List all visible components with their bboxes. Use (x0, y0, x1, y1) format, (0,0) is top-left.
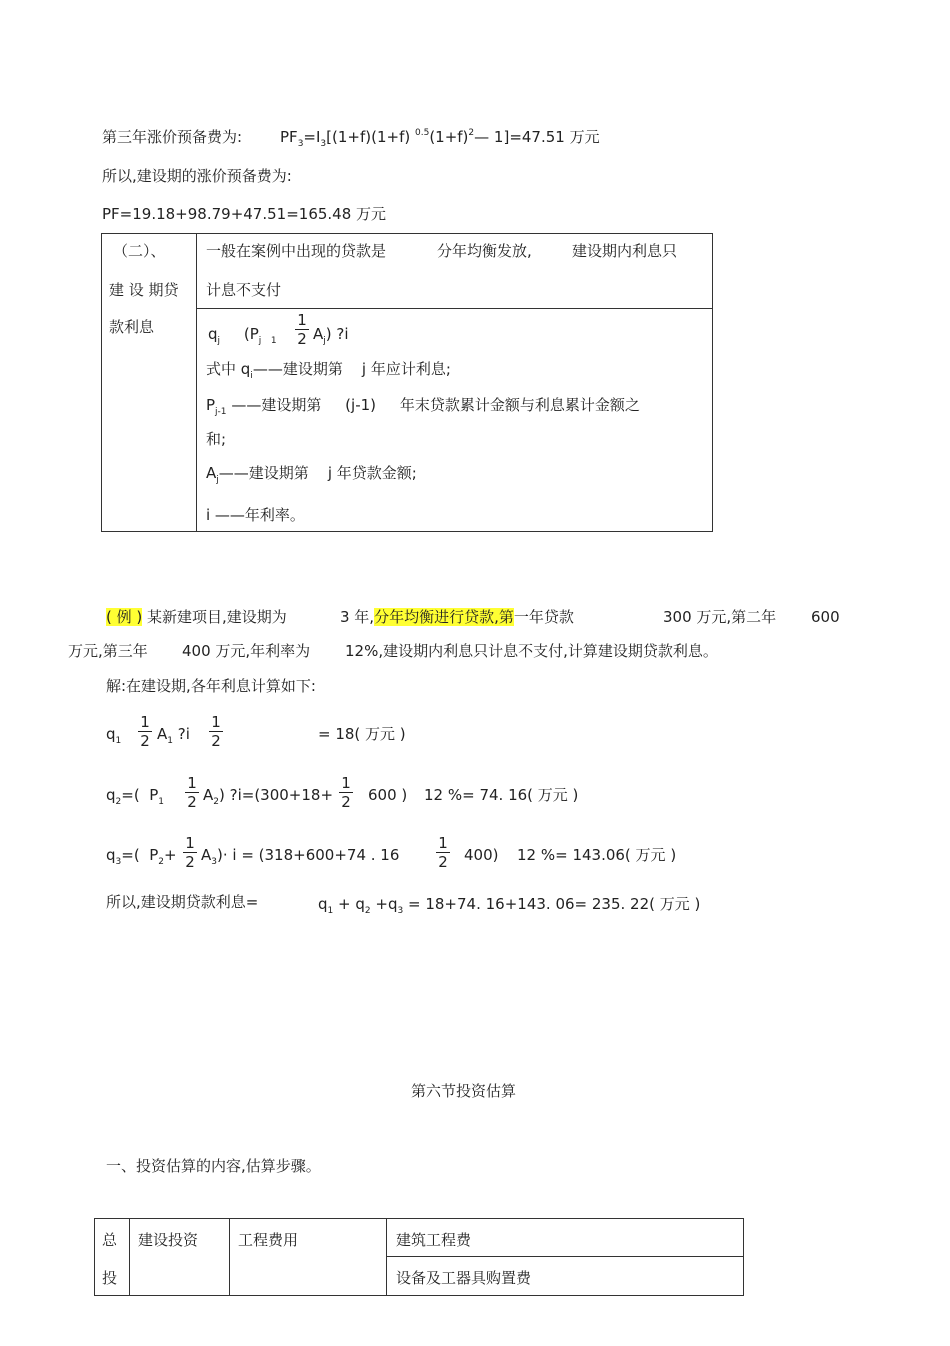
table-desc-1b: 分年均衡发放, (437, 242, 532, 260)
def-aj: $A_j——$建设期第 j 年贷款金额; (206, 464, 417, 485)
t2-cell-build-invest: 建设投资 (138, 1231, 199, 1249)
example-highlight: 分年均衡进行贷款,第 (374, 608, 514, 626)
formula-half-fraction: 1 2 (295, 312, 309, 347)
table-divider-v (196, 233, 197, 531)
example-line-1: ( 例 ) 某新建项目,建设期为 (106, 608, 287, 626)
q2-half-fraction-2: 1 2 (339, 775, 353, 810)
q1-result: = 18( 万元 ) (318, 725, 406, 743)
q3-symbol: $q_3=$( $P_2+$ (106, 846, 177, 867)
t2-cell-total-2: 投 (102, 1269, 118, 1287)
example-line-2c: 12%,建设期内利息只计息不支付,计算建设期贷款利息。 (345, 642, 718, 660)
table-desc-1c: 建设期内利息只 (572, 242, 678, 260)
example-first-year: 300 万元,第二年 (663, 608, 777, 626)
table-desc-2: 计息不支付 (206, 281, 282, 299)
def-i: i ——年利率。 (206, 506, 305, 524)
line-so-total-label: 所以,建设期的涨价预备费为: (102, 167, 292, 185)
total-expression: $q_1 + q_2 +q_3 = 18+74$. 16+143. 06= 235. 22( 万元 ) (318, 895, 701, 916)
q3-400: 400) (464, 846, 499, 864)
interest-formula-tail: $A_j$) ?i (313, 325, 349, 346)
def-pj-cont: 和; (206, 430, 227, 448)
q3-middle: $A_3)\cdot i = (318+600+74$ . 16 (201, 846, 400, 867)
t2-cell-total-1: 总 (102, 1231, 118, 1249)
table-divider-h (196, 308, 712, 309)
def-qj: 式中 $q_i——$建设期第 j 年应计利息; (206, 360, 451, 381)
q2-half-fraction: 1 2 (185, 775, 199, 810)
q1-half-fraction: 1 2 (138, 714, 152, 749)
t2-row-div (386, 1256, 743, 1257)
t2-cell-equipment-cost: 设备及工器具购置费 (396, 1269, 532, 1287)
q1-symbol: $q_1$ (106, 725, 122, 746)
q2-symbol: $q_2=$( $P_1$ (106, 786, 165, 807)
t2-col-div-2 (229, 1218, 230, 1295)
section-heading-1: 一、投资估算的内容,估算步骤。 (106, 1157, 321, 1175)
def-pj: $P_{j-1}$ ——建设期第 (j-1) 年末贷款累计金额与利息累计金额之 (206, 396, 640, 417)
q2-600: 600 ) (368, 786, 408, 804)
example-line-2b: 400 万元,年利率为 (182, 642, 311, 660)
table-left-label-2: 建 设 期贷 (109, 281, 179, 299)
total-label: 所以,建设期贷款利息= (106, 893, 259, 911)
q1-half-fraction-2: 1 2 (209, 714, 223, 749)
line-pf-total: PF=19.18+98.79+47.51=165.48 万元 (102, 205, 387, 223)
line-third-year-formula: $PF_3=I_3[(1+f)(1+f)$ $^{0.5}(1+f)^2—$ 1]=47.51 万元 (280, 128, 600, 149)
interest-formula: $q_j$ ($P_j$ $_1$ (208, 325, 277, 346)
table-desc-1a: 一般在案例中出现的贷款是 (206, 242, 387, 260)
section-title: 第六节投资估算 (411, 1082, 517, 1100)
t2-cell-building-cost: 建筑工程费 (396, 1231, 472, 1249)
q2-middle: $A_2$) ?i=(300+18+ (203, 786, 334, 807)
q3-half-fraction: 1 2 (183, 835, 197, 870)
t2-cell-eng-cost: 工程费用 (238, 1231, 299, 1249)
t2-col-div-1 (129, 1218, 130, 1295)
solution-intro: 解:在建设期,各年利息计算如下: (106, 677, 316, 695)
q2-result: 12 %= 74. 16( 万元 ) (424, 786, 579, 804)
table-left-label-1: （二）、 (113, 242, 166, 260)
example-tag: ( 例 ) (106, 608, 143, 626)
q1-a1: $A_1$ ?i (157, 725, 190, 746)
loan-interest-table (101, 233, 713, 532)
line-third-year-label: 第三年涨价预备费为: (102, 128, 243, 146)
example-line-2a: 万元,第三年 (68, 642, 148, 660)
q3-result: 12 %= 143.06( 万元 ) (517, 846, 677, 864)
q3-half-fraction-2: 1 2 (436, 835, 450, 870)
example-years: 3 年,分年均衡进行贷款,第一年贷款 (340, 608, 574, 626)
example-second-amount: 600 (811, 608, 840, 626)
table-left-label-3: 款利息 (109, 318, 155, 336)
